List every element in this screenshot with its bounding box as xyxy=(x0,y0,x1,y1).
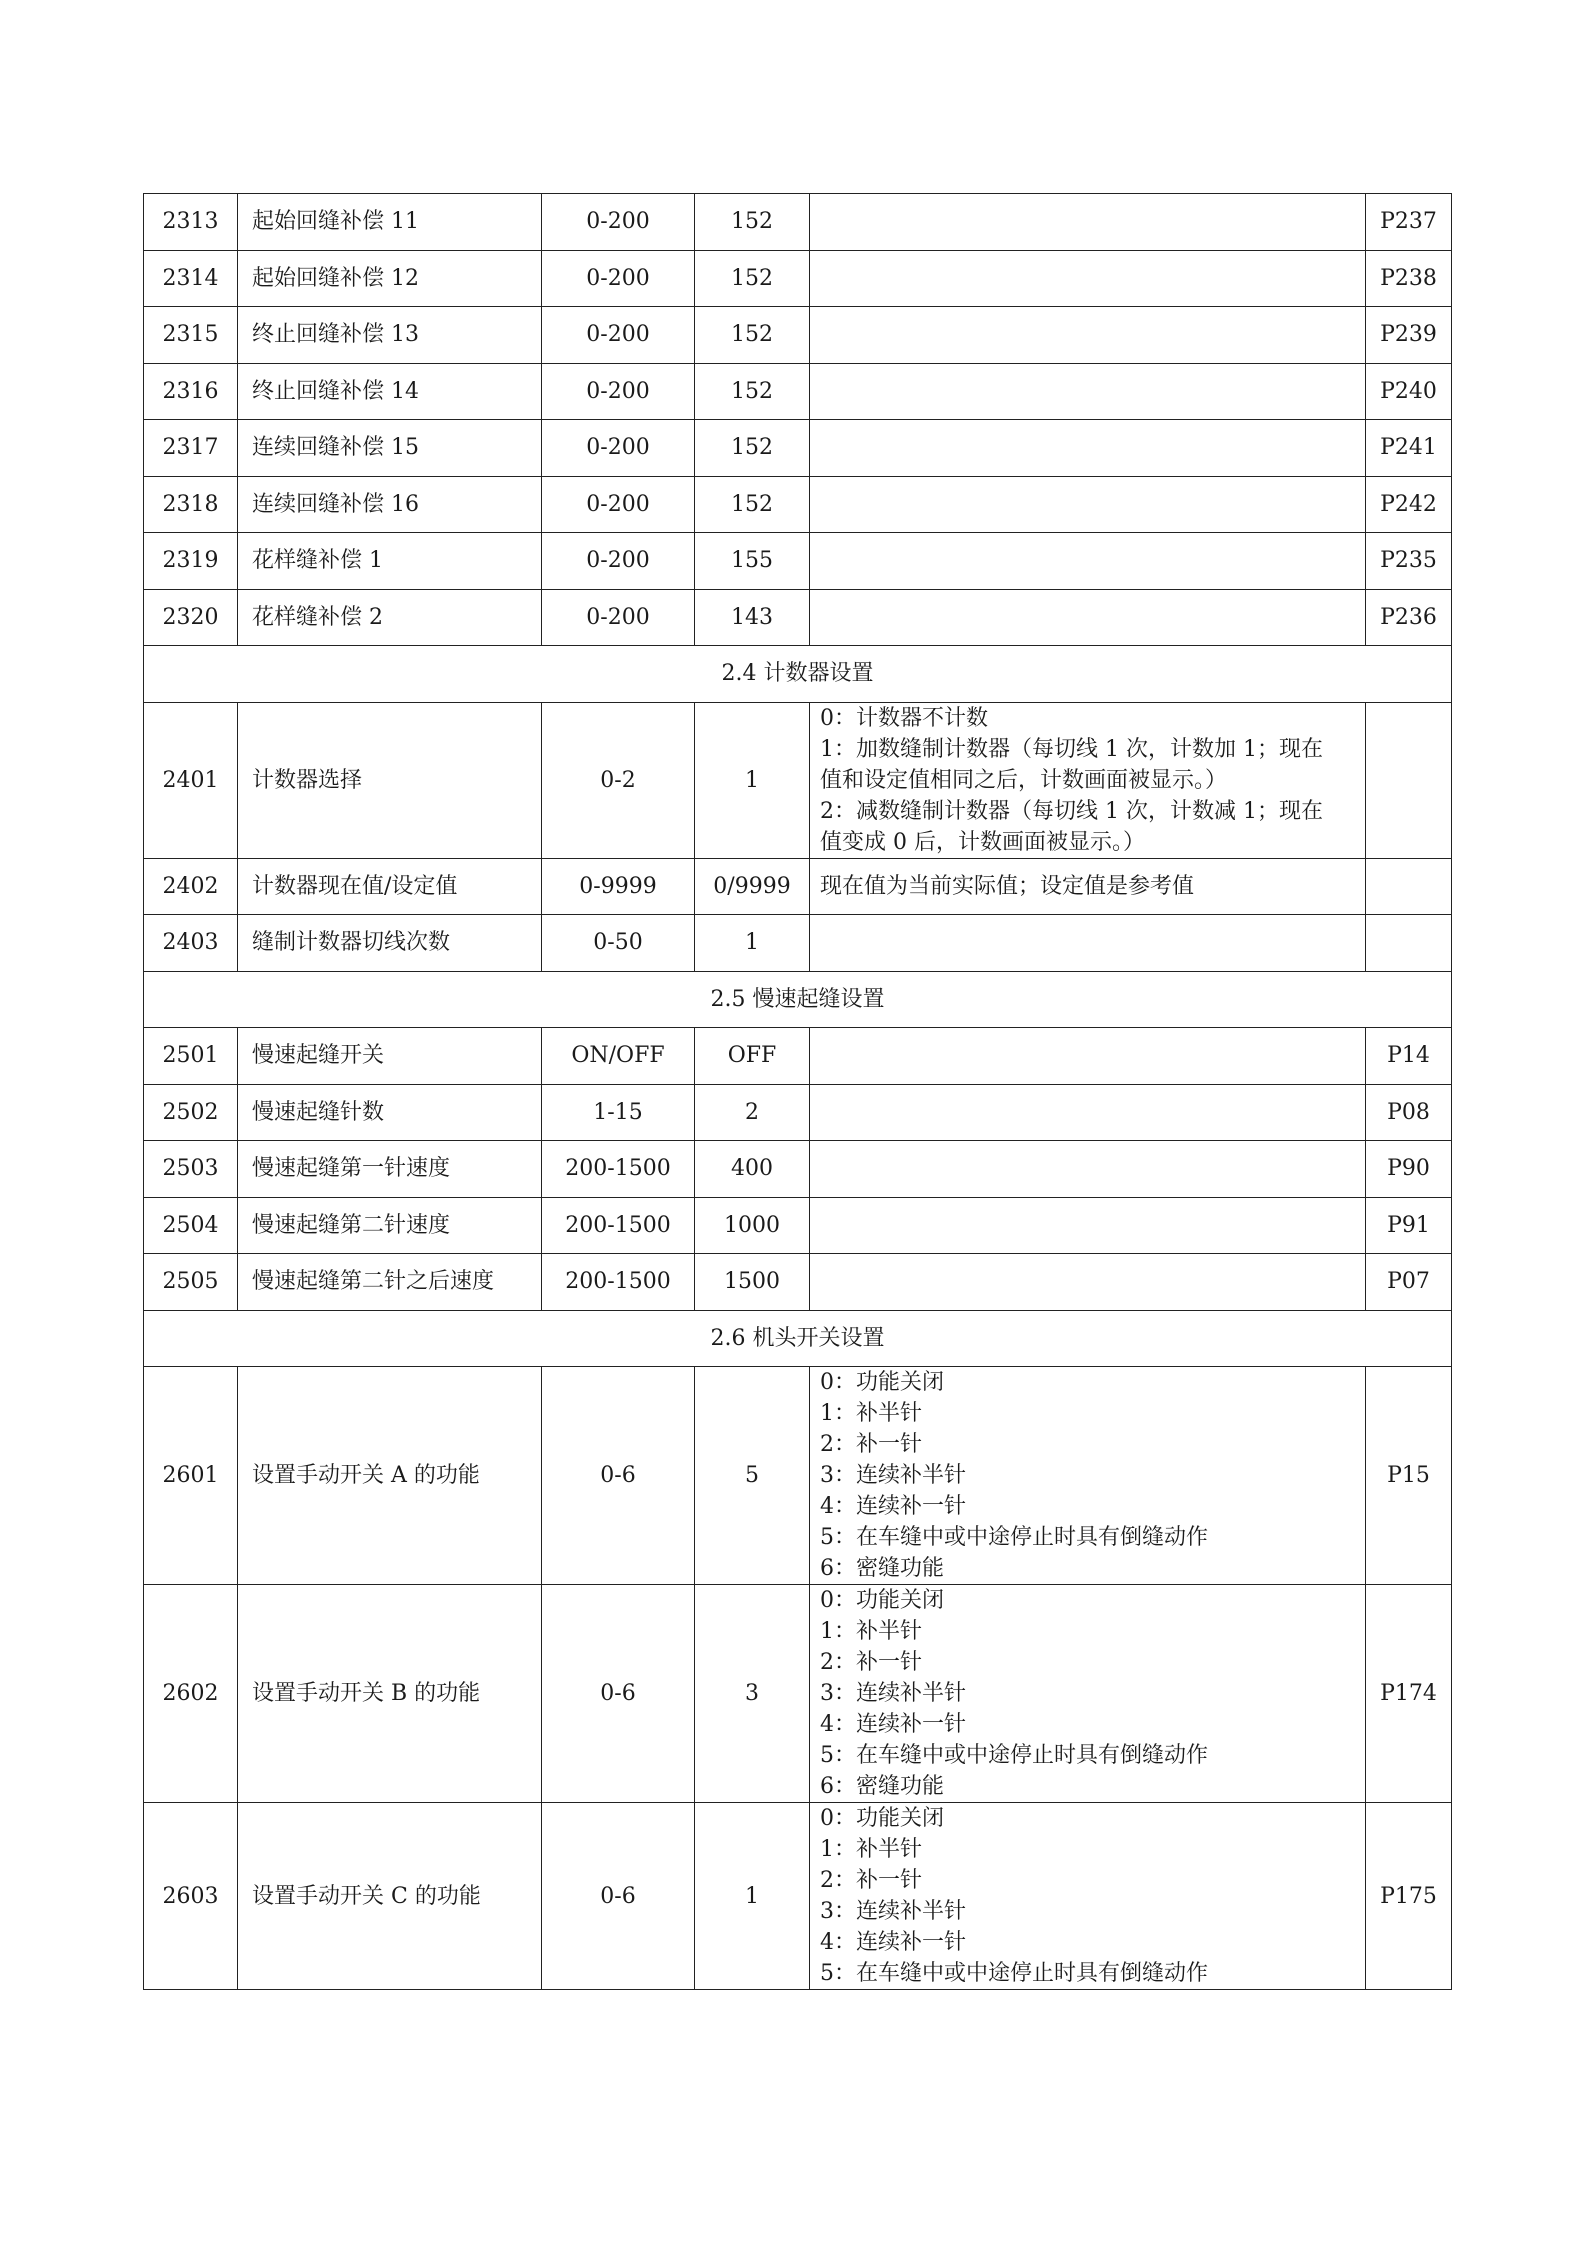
description-line: 4：连续补一针 xyxy=(820,1494,966,1519)
table-row xyxy=(144,1367,1452,1585)
param-description-cell xyxy=(810,1084,1366,1141)
param-reference-cell: P15 xyxy=(1366,1367,1452,1585)
param-range-cell: 0-200 xyxy=(542,363,695,420)
param-description-cell xyxy=(810,1585,1366,1803)
param-reference-cell: P08 xyxy=(1366,1084,1452,1141)
table-row xyxy=(144,702,1452,858)
param-number-cell: 2601 xyxy=(144,1367,238,1585)
parameter-table xyxy=(143,193,1452,1990)
description-line: 0：功能关闭 xyxy=(820,1370,944,1395)
param-name-cell: 慢速起缝第二针速度 xyxy=(238,1197,542,1254)
param-name-cell: 慢速起缝第二针之后速度 xyxy=(238,1254,542,1311)
param-number-cell: 2403 xyxy=(144,915,238,972)
param-description-cell xyxy=(810,702,1366,858)
param-description-cell xyxy=(810,1141,1366,1198)
param-name-cell: 起始回缝补偿 11 xyxy=(238,194,542,251)
param-range-cell: 200-1500 xyxy=(542,1254,695,1311)
param-number-cell: 2317 xyxy=(144,420,238,477)
param-default-cell: 3 xyxy=(695,1585,810,1803)
table-row xyxy=(144,858,1452,915)
parameter-table-body xyxy=(144,194,1452,1990)
param-reference-cell: P175 xyxy=(1366,1803,1452,1990)
param-default-cell: 1 xyxy=(695,1803,810,1990)
param-default-cell: 152 xyxy=(695,476,810,533)
description-line: 2：补一针 xyxy=(820,1650,922,1675)
param-name-cell: 终止回缝补偿 14 xyxy=(238,363,542,420)
param-range-cell: 1-15 xyxy=(542,1084,695,1141)
param-description-cell xyxy=(810,1197,1366,1254)
param-reference-cell: P242 xyxy=(1366,476,1452,533)
param-number-cell: 2320 xyxy=(144,589,238,646)
param-name-cell: 设置手动开关 A 的功能 xyxy=(238,1367,542,1585)
description-line: 4：连续补一针 xyxy=(820,1930,966,1955)
param-name-cell: 花样缝补偿 1 xyxy=(238,533,542,590)
param-name-cell: 起始回缝补偿 12 xyxy=(238,250,542,307)
description-line: 0：功能关闭 xyxy=(820,1806,944,1831)
description-line: 值和设定值相同之后，计数画面被显示。） xyxy=(820,767,1228,793)
param-default-cell: 152 xyxy=(695,420,810,477)
param-description-cell xyxy=(810,589,1366,646)
param-default-cell: OFF xyxy=(695,1028,810,1085)
param-default-cell: 0/9999 xyxy=(695,858,810,915)
param-range-cell: 0-200 xyxy=(542,476,695,533)
param-number-cell: 2603 xyxy=(144,1803,238,1990)
param-default-cell: 5 xyxy=(695,1367,810,1585)
param-default-cell: 1 xyxy=(695,915,810,972)
param-name-cell: 计数器现在值/设定值 xyxy=(238,858,542,915)
param-description-cell xyxy=(810,1803,1366,1990)
param-reference-cell xyxy=(1366,858,1452,915)
param-range-cell: 0-9999 xyxy=(542,858,695,915)
description-line: 3：连续补半针 xyxy=(820,1681,966,1706)
table-row xyxy=(144,1585,1452,1803)
table-row xyxy=(144,307,1452,364)
param-number-cell: 2313 xyxy=(144,194,238,251)
description-line: 5：在车缝中或中途停止时具有倒缝动作 xyxy=(820,1961,1208,1986)
param-name-cell: 缝制计数器切线次数 xyxy=(238,915,542,972)
param-default-cell: 1 xyxy=(695,702,810,858)
param-name-cell: 慢速起缝第一针速度 xyxy=(238,1141,542,1198)
param-reference-cell: P240 xyxy=(1366,363,1452,420)
param-name-cell: 慢速起缝开关 xyxy=(238,1028,542,1085)
table-row xyxy=(144,1254,1452,1311)
param-range-cell: 0-200 xyxy=(542,194,695,251)
description-line: 1：补半针 xyxy=(820,1401,922,1426)
param-description-cell xyxy=(810,250,1366,307)
description-line: 值变成 0 后，计数画面被显示。） xyxy=(820,829,1145,855)
param-reference-cell xyxy=(1366,915,1452,972)
param-reference-cell: P07 xyxy=(1366,1254,1452,1311)
table-row xyxy=(144,1028,1452,1085)
param-reference-cell: P14 xyxy=(1366,1028,1452,1085)
table-row xyxy=(144,1197,1452,1254)
description-line: 3：连续补半针 xyxy=(820,1463,966,1488)
param-default-cell: 155 xyxy=(695,533,810,590)
param-name-cell: 设置手动开关 B 的功能 xyxy=(238,1585,542,1803)
description-line: 2：补一针 xyxy=(820,1868,922,1893)
description-line: 4：连续补一针 xyxy=(820,1712,966,1737)
param-reference-cell xyxy=(1366,702,1452,858)
param-number-cell: 2402 xyxy=(144,858,238,915)
param-description-cell xyxy=(810,476,1366,533)
param-default-cell: 400 xyxy=(695,1141,810,1198)
param-reference-cell: P174 xyxy=(1366,1585,1452,1803)
param-name-cell: 计数器选择 xyxy=(238,702,542,858)
table-row xyxy=(144,194,1452,251)
table-row xyxy=(144,250,1452,307)
param-name-cell: 慢速起缝针数 xyxy=(238,1084,542,1141)
table-row xyxy=(144,1803,1452,1990)
param-description-cell xyxy=(810,915,1366,972)
param-number-cell: 2315 xyxy=(144,307,238,364)
table-row xyxy=(144,1141,1452,1198)
param-number-cell: 2401 xyxy=(144,702,238,858)
table-row xyxy=(144,533,1452,590)
table-row xyxy=(144,589,1452,646)
param-name-cell: 连续回缝补偿 15 xyxy=(238,420,542,477)
param-default-cell: 1500 xyxy=(695,1254,810,1311)
param-number-cell: 2316 xyxy=(144,363,238,420)
description-line: 0：功能关闭 xyxy=(820,1588,944,1613)
param-default-cell: 152 xyxy=(695,250,810,307)
param-description-cell xyxy=(810,1367,1366,1585)
param-range-cell: 0-50 xyxy=(542,915,695,972)
param-default-cell: 143 xyxy=(695,589,810,646)
param-description-cell xyxy=(810,533,1366,590)
table-row xyxy=(144,363,1452,420)
description-line: 6：密缝功能 xyxy=(820,1774,944,1799)
param-reference-cell: P239 xyxy=(1366,307,1452,364)
param-range-cell: ON/OFF xyxy=(542,1028,695,1085)
table-row xyxy=(144,476,1452,533)
param-number-cell: 2319 xyxy=(144,533,238,590)
param-description-cell xyxy=(810,420,1366,477)
param-range-cell: 0-200 xyxy=(542,589,695,646)
param-number-cell: 2602 xyxy=(144,1585,238,1803)
param-number-cell: 2314 xyxy=(144,250,238,307)
param-description-cell xyxy=(810,307,1366,364)
param-reference-cell: P241 xyxy=(1366,420,1452,477)
param-description-cell xyxy=(810,194,1366,251)
param-reference-cell: P90 xyxy=(1366,1141,1452,1198)
description-line: 2：补一针 xyxy=(820,1432,922,1457)
param-reference-cell: P237 xyxy=(1366,194,1452,251)
param-range-cell: 0-200 xyxy=(542,307,695,364)
section-title: 2.5 慢速起缝设置 xyxy=(144,971,1452,1028)
param-number-cell: 2318 xyxy=(144,476,238,533)
section-header-row xyxy=(144,646,1452,703)
param-name-cell: 花样缝补偿 2 xyxy=(238,589,542,646)
section-title: 2.6 机头开关设置 xyxy=(144,1310,1452,1367)
param-range-cell: 0-2 xyxy=(542,702,695,858)
description-line: 1：加数缝制计数器（每切线 1 次，计数加 1；现在 xyxy=(820,736,1323,762)
param-range-cell: 0-6 xyxy=(542,1367,695,1585)
param-number-cell: 2503 xyxy=(144,1141,238,1198)
param-number-cell: 2502 xyxy=(144,1084,238,1141)
param-reference-cell: P91 xyxy=(1366,1197,1452,1254)
param-number-cell: 2504 xyxy=(144,1197,238,1254)
param-number-cell: 2505 xyxy=(144,1254,238,1311)
param-range-cell: 0-200 xyxy=(542,420,695,477)
table-row xyxy=(144,915,1452,972)
param-name-cell: 连续回缝补偿 16 xyxy=(238,476,542,533)
param-default-cell: 152 xyxy=(695,194,810,251)
param-description-cell xyxy=(810,858,1366,915)
param-reference-cell: P238 xyxy=(1366,250,1452,307)
param-default-cell: 2 xyxy=(695,1084,810,1141)
param-range-cell: 0-200 xyxy=(542,533,695,590)
description-line: 3：连续补半针 xyxy=(820,1899,966,1924)
table-row xyxy=(144,420,1452,477)
param-range-cell: 0-200 xyxy=(542,250,695,307)
description-line: 0：计数器不计数 xyxy=(820,705,988,731)
param-description-cell xyxy=(810,1254,1366,1311)
description-line: 6：密缝功能 xyxy=(820,1556,944,1581)
param-range-cell: 0-6 xyxy=(542,1803,695,1990)
description-line: 5：在车缝中或中途停止时具有倒缝动作 xyxy=(820,1525,1208,1550)
param-default-cell: 152 xyxy=(695,307,810,364)
param-description-cell xyxy=(810,363,1366,420)
param-range-cell: 0-6 xyxy=(542,1585,695,1803)
section-header-row xyxy=(144,971,1452,1028)
param-number-cell: 2501 xyxy=(144,1028,238,1085)
param-name-cell: 终止回缝补偿 13 xyxy=(238,307,542,364)
param-default-cell: 152 xyxy=(695,363,810,420)
param-default-cell: 1000 xyxy=(695,1197,810,1254)
param-reference-cell: P235 xyxy=(1366,533,1452,590)
description-line: 1：补半针 xyxy=(820,1837,922,1862)
description-line: 2：减数缝制计数器（每切线 1 次，计数减 1；现在 xyxy=(820,798,1323,824)
param-name-cell: 设置手动开关 C 的功能 xyxy=(238,1803,542,1990)
table-row xyxy=(144,1084,1452,1141)
description-line: 1：补半针 xyxy=(820,1619,922,1644)
section-title: 2.4 计数器设置 xyxy=(144,646,1452,703)
param-reference-cell: P236 xyxy=(1366,589,1452,646)
section-header-row xyxy=(144,1310,1452,1367)
param-range-cell: 200-1500 xyxy=(542,1197,695,1254)
param-description-cell xyxy=(810,1028,1366,1085)
description-line: 5：在车缝中或中途停止时具有倒缝动作 xyxy=(820,1743,1208,1768)
param-range-cell: 200-1500 xyxy=(542,1141,695,1198)
description-line: 现在值为当前实际值；设定值是参考值 xyxy=(820,873,1195,899)
